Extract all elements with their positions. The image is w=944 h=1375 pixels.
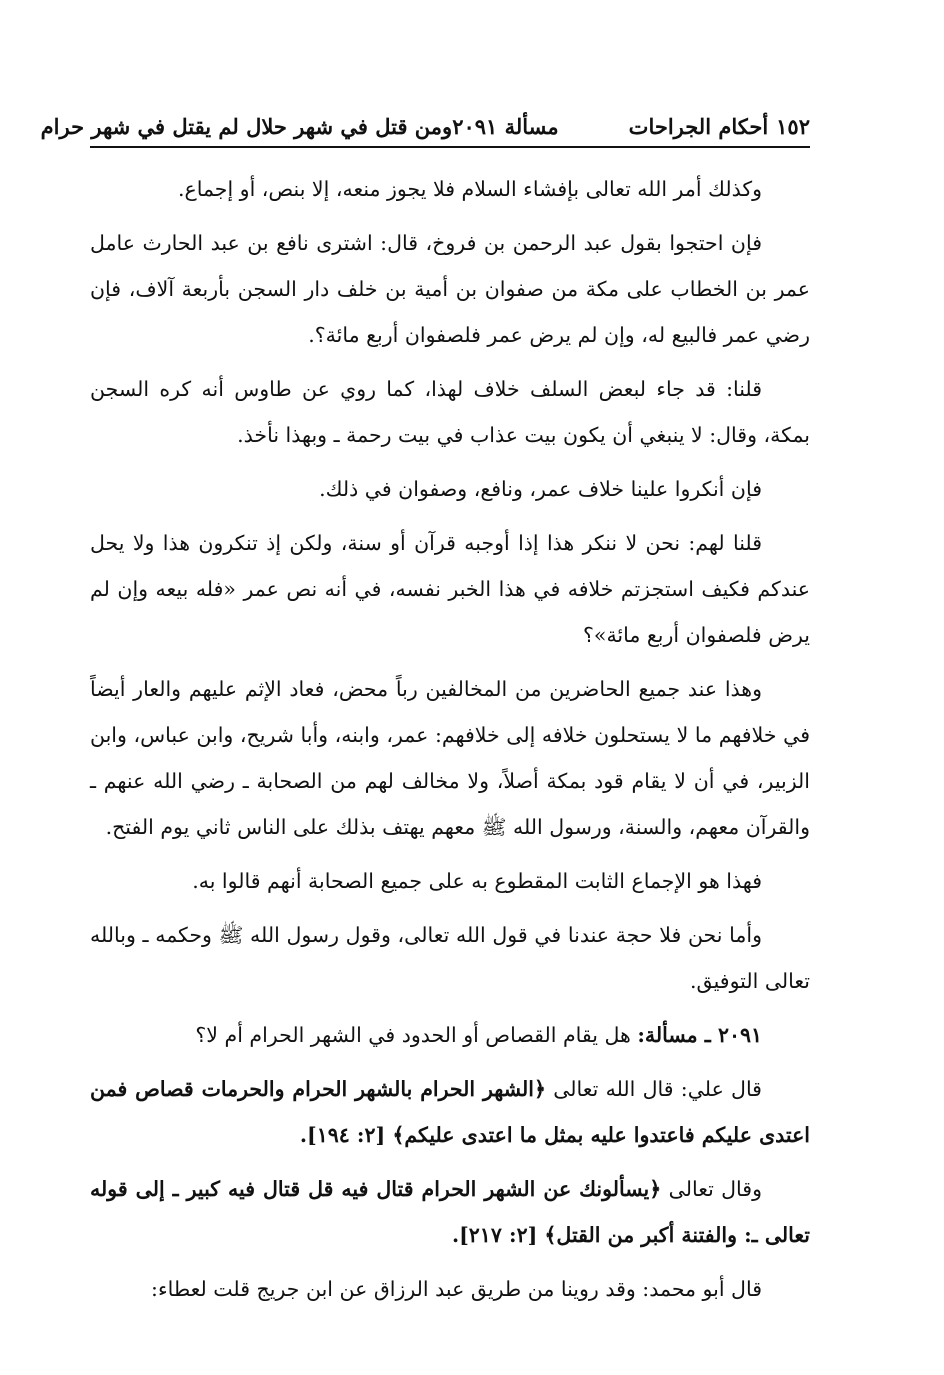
quran-quote: ﴿الشهر الحرام بالشهر الحرام والحرمات قصاص فمن اعتدى عليكم فاعتدوا عليه بمثل ما اعتدى عليكم﴾ [٢: ١٩٤]. [90,1077,810,1147]
paragraph-lead: قال علي: قال الله تعالى [553,1077,762,1101]
paragraph: قلنا: قد جاء لبعض السلف خلاف لهذا، كما روي عن طاوس أنه كره السجن بمكة، وقال: لا ينبغي أن يكون بيت عذاب في بيت رحمة ـ وبهذا نأخذ. [90,377,810,447]
quran-quote: ﴿يسألونك عن الشهر الحرام قتال فيه قل قتال فيه كبير ـ إلى قوله تعالى ـ: والفتنة أكبر من القتل﴾ [٢: ٢١٧]. [90,1177,810,1247]
issue-label: مسألة ٢٠٩١ [452,113,559,139]
book-page [40,0,810,1375]
header-rule [90,146,810,148]
issue-number: ٢٠٩١ ـ مسألة: [637,1023,762,1047]
paragraph-lead: وقال تعالى [668,1177,762,1201]
paragraph: فهذا هو الإجماع الثابت المقطوع به على جميع الصحابة أنهم قالوا به. [192,869,762,893]
paragraph: قال أبو محمد: وقد روينا من طريق عبد الرزاق عن ابن جريج قلت لعطاء: [151,1277,762,1301]
paragraph: وأما نحن فلا حجة عندنا في قول الله تعالى، وقول رسول الله ﷺ وحكمه ـ وبالله تعالى التوفيق. [90,923,810,993]
issue-heading [90,1012,810,1058]
section-title: ومن قتل في شهر حلال لم يقتل في شهر حرام [40,113,453,139]
paragraph: وهذا عند جميع الحاضرين من المخالفين رباً محض، فعاد الإثم عليهم والعار أيضاً في خلافهم ما لا يستحلون خلافه إلى خلافهم: عمر، وابنه، وأبا شريح، وابن عباس، وابن الزبير، في أن لا يقام قود بمكة أصلاً، ولا مخالف لهم من الصحابة ـ رضي الله عنهم ـ والقرآن معهم، والسنة، ورسول الله ﷺ معهم يهتف بذلك على الناس ثاني يوم الفتح. [90,677,810,839]
quran-paragraph [90,1166,810,1258]
page-body [90,166,810,1320]
page-number: ١٥٢ [776,113,810,139]
running-header [40,108,810,144]
issue-question: هل يقام القصاص أو الحدود في الشهر الحرام أم لا؟ [195,1023,631,1047]
paragraph: فإن أنكروا علينا خلاف عمر، ونافع، وصفوان في ذلك. [319,477,762,501]
paragraph: قلنا لهم: نحن لا ننكر هذا إذا أوجبه قرآن أو سنة، ولكن إذ تنكرون هذا ولا يحل عندكم فكيف استجزتم خلافه في هذا الخبر نفسه، في أنه نص عمر «فله بيعه وإن لم يرض فلصفوان أربع مائة»؟ [90,531,810,647]
quran-paragraph [90,1066,810,1158]
paragraph: فإن احتجوا بقول عبد الرحمن بن فروخ، قال: اشترى نافع بن عبد الحارث عامل عمر بن الخطاب على مكة من صفوان بن أمية بن خلف دار السجن بأربعة آلاف، فإن رضي عمر فالبيع له، وإن لم يرض عمر فلصفوان أربع مائة؟. [90,231,810,347]
paragraph: وكذلك أمر الله تعالى بإفشاء السلام فلا يجوز منعه، إلا بنص، أو إجماع. [177,177,762,201]
book-title: أحكام الجراحات [628,113,769,139]
